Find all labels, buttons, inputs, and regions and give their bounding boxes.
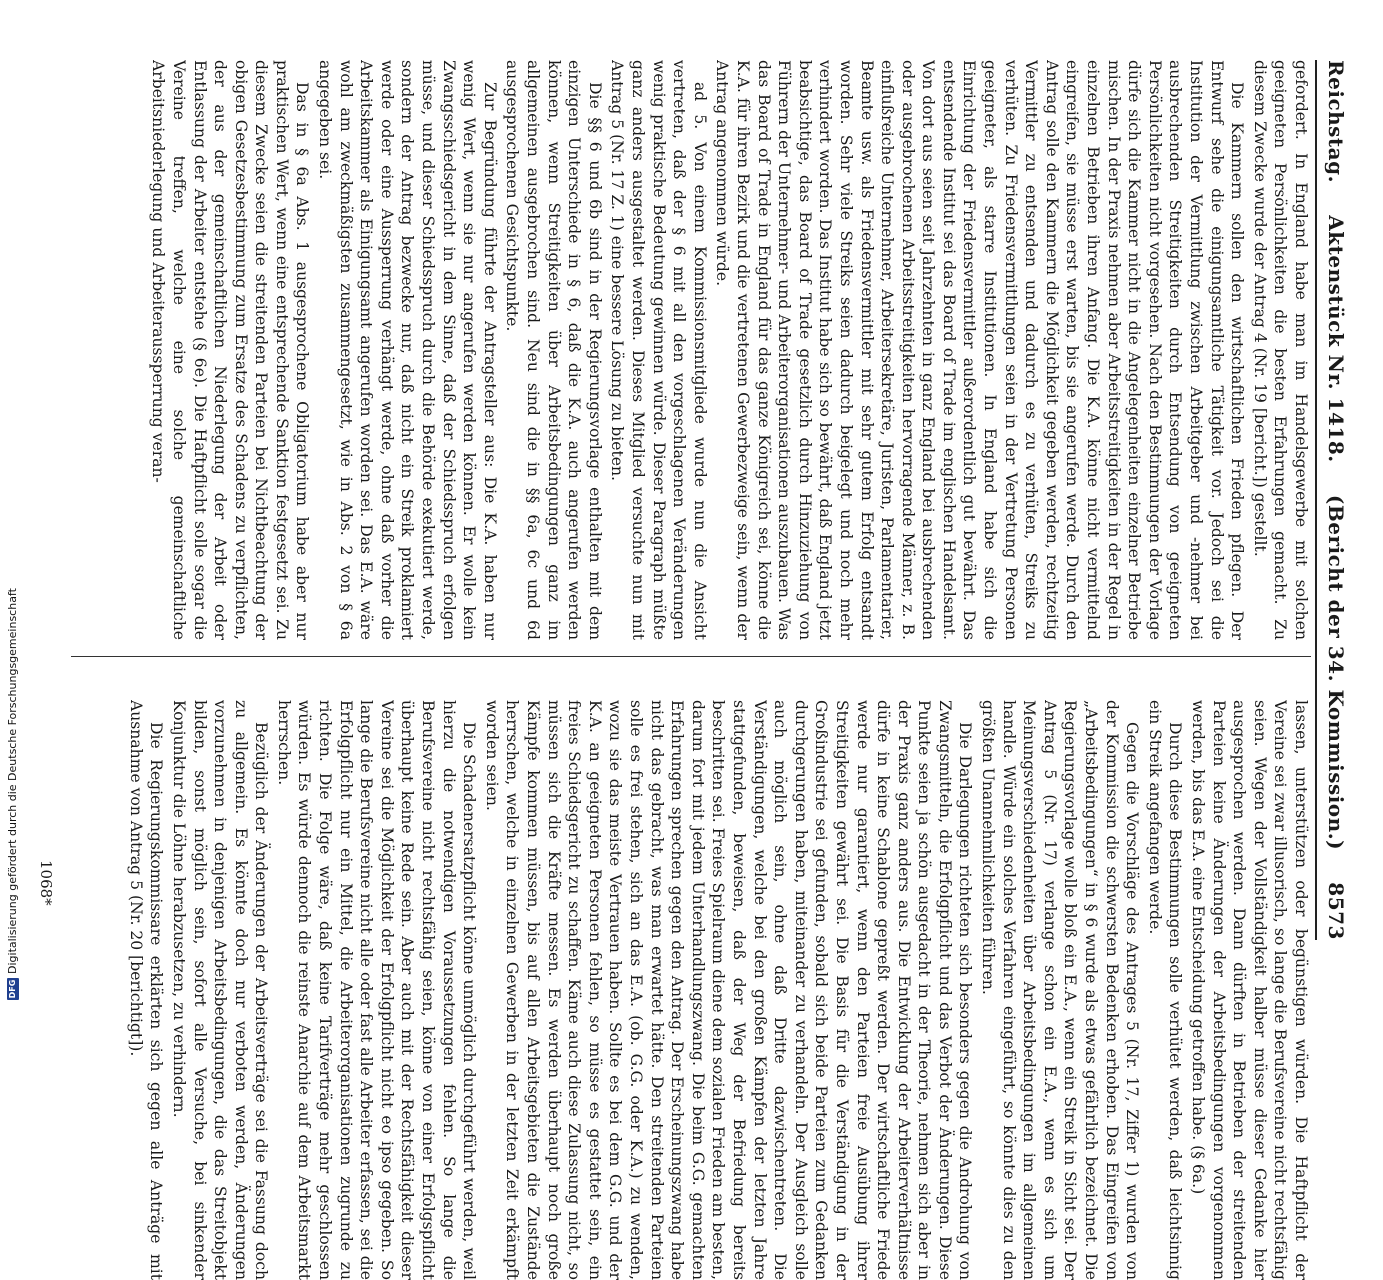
right-column xyxy=(71,700,1311,1280)
header-left: Reichstag. xyxy=(1324,60,1348,184)
paragraph: Bezüglich der Änderungen der Arbeitsverträge sei die Fassung doch zu allgemein. Es könnte doch nur verboten werden, Änderungen vorzunehmen in denjenigen Arbeitsbedingungen, die das Streitobjekt bilden, sonst möglich sein, sofort alle Versuche, bei sinkender Konjunktur die Löhne herabzusetzen, zu verhindern. xyxy=(169,700,271,1280)
header-middle: (Bericht der 34. Kommission.) xyxy=(1324,494,1348,851)
paragraph: Die Darlegungen richteten sich besonders gegen die Androhung von Zwangsmitteln, die Erfolgpflicht und das Verbot der Änderungen. Diese Punkte seien ja schön ausgedacht in der Theorie, nehmen sich aber in der Praxis ganz anders aus. Die Entwicklung der Arbeiterverhältnisse dürfe in keine Schablone gepreßt werden. Der wirtschaftliche Friede werde nur garantiert, wenn den Parteien freie Ausübung ihrer Streitigkeiten gewährt sei. Die Basis für die Verständigung in der Großindustrie sei gefunden, sobald sich beide Parteien zum Gedanken durchgerungen haben, miteinander zu verhandeln. Der Ausgleich solle auch möglich sein, ohne daß Dritte dazwischentreten. Die Verständigungen, welche bei den großen Kämpfen der letzten Jahre stattgefunden, beweisen, daß der Weg der Befriedung bereits beschritten sei. Freies Spielraum diene dem sozialen Frieden am besten, darum fort mit jedem Unterhandlungszwang. Die beim G.G. gemachten Erfahrungen sprechen gegen den Antrag. Der Erscheinungszwang habe nicht das gebracht, was man erwartet hätte. Den streitenden Parteien solle es frei stehen, sich an das E.A. (ob. G.G. oder K.A.) zu wenden, wozu sie das meiste Vertrauen haben. Sollte es bei dem G.G. und der K.A. an geeigneten Personen fehlen, so müsse es gestattet sein, ein freies Schiedsgericht zu schaffen. Käme auch diese Zulassung nicht, so müssen sich die Kräfte messen. Es werden überhaupt noch große Kämpfe kommen müssen, bis auf allen Arbeitsgebieten die Zustände herrschen, welche in einzelnen Gewerben in der letzten Zeit erkämpft worden seien. xyxy=(482,700,975,1280)
paragraph: ad 5. Von einem Kommissionsmitgliede wurde nun die Ansicht vertreten, daß der § 6 mit all den vorgeschlagenen Veränderungen wenig praktische Bedeutung gewinnen würde. Dieser Paragraph müßte ganz anders ausgestaltet werden. Dieses Mitglied versuchte nun mit Antrag 5 (Nr. 17 Z. 1) eine bessere Lösung zu bieten. xyxy=(608,60,709,640)
left-column xyxy=(71,60,1311,640)
credit-text: Digitalisierung gefördert durch die Deutsche Forschungsgemeinschaft xyxy=(6,588,19,974)
header-center: Aktenstück Nr. 1418. xyxy=(1324,215,1348,463)
paragraph: Die §§ 6 und 6b sind in der Regierungsvorlage enthalten mit dem einzigen Unterschiede in § 6, daß die K.A. auch angerufen werden können, wenn Streitigkeiten über Arbeitsbedingungen ganz im allgemeinen ausgebrochen sind. Neu sind die in §§ 6a, 6c und 6d ausgesprochenen Gesichtspunkte. xyxy=(503,60,604,640)
header-page-number: 8573 xyxy=(1324,882,1348,940)
column-divider xyxy=(71,656,1311,657)
paragraph: Die Kammern sollen den wirtschaftlichen Frieden pflegen. Der Entwurf sehe die einigungsamtliche Tätigkeit vor. Jedoch sei die Institution der Vermittlung zwischen Arbeitgeber und -nehmer bei ausbrechenden Streitigkeiten durch Entsendung von geeigneten Persönlichkeiten nicht vorgesehen. Nach den Bestimmungen der Vorlage dürfe sich die Kammer nicht in die Angelegenheiten einzelner Betriebe mischen. In der Praxis nehmen aber Arbeitsstreitigkeiten in der Regel in einzelnen Betrieben ihren Anfang. Die K.A. könne nicht vermittelnd eingreifen, sie müsse erst warten, bis sie angerufen werde. Durch den Antrag solle den Kammern die Möglichkeit gegeben werden, rechtzeitig Vermittler zu entsenden und dadurch es zu verhüten, Streiks zu verhüten. Zu Friedensvermittlungen seien in der Vertretung Personen geeigneter, als starre Institutionen. In England habe sich die Einrichtung der Friedensvermittler außerordentlich gut bewährt. Das entsendende Institut sei das Board of Trade im englischen Handelsamt. Von dort aus seien seit Jahrzehnten in ganz England bei ausbrechenden oder ausgebrochenen Arbeitsstreitigkeiten hervorragende Männer, z. B. einflußreiche Unternehmer, Arbeitersekretäre, Juristen, Parlamentarier, Beamte usw. als Friedensvermittler mit sehr gutem Erfolg entsandt worden. Sehr viele Streiks seien dadurch beigelegt und noch mehr verhindert worden. Das Institut habe sich so bewährt, daß England jetzt beabsichtige, das Board of Trade gesetzlich durch Hinzuziehung von Führern der Unternehmer- und Arbeiterorganisationen auszubauen. Was das Board of Trade in England für das ganze Königreich sei, könne die K.A. für ihren Bezirk und die vertretenen Gewerbezweige sein, wenn der Antrag angenommen würde. xyxy=(713,60,1247,640)
paragraph: Die Regierungskommissare erklärten sich gegen alle Anträge mit Ausnahme von Antrag 5 (Nr. 20 [berichtigt]). xyxy=(126,700,166,1280)
paragraph: Zur Begründung führte der Antragsteller aus: Die K.A. haben nur wenig Wert, wenn sie nur angerufen werden können. Er wolle kein Zwangsschiedsgericht in dem Sinne, daß der Schiedsspruch erfolgen müsse, und dieser Schiedsspruch durch die Behörde exekutiert werde, sondern der Antrag bezwecke nur, daß nicht ein Streik proklamiert werde oder eine Aussperrung verhängt werde, ohne daß vorher die Arbeitskammer als Einigungsamt angerufen worden sei. Das E.A. wäre wohl am zweckmäßigsten zusammengesetzt, wie in Abs. 2 von § 6a angegeben sei. xyxy=(316,60,499,640)
header-rule xyxy=(1315,60,1317,940)
digitization-credit xyxy=(6,240,19,1000)
running-header xyxy=(1319,60,1353,940)
paragraph: lassen, unterstützen oder begünstigen würden. Die Haftpflicht der Vereine sei zwar illusorisch, so lange die Berufsvereine nicht rechtsfähig seien. Wegen der Vollständigkeit halber müsse dieser Gedanke hier ausgesprochen werden. Dann dürften in Betrieben der streitenden Parteien keine Änderungen der Arbeitsbedingungen vorgenommen werden, bis das E.A. eine Entscheidung getroffen habe. (§ 6a.) xyxy=(1189,700,1310,1280)
paragraph: Das in § 6a Abs. 1 ausgesprochene Obligatorium habe aber nur praktischen Wert, wenn eine entsprechende Sanktion festgesetzt sei. Zu diesem Zwecke seien die streitenden Parteien bei Nichtbeachtung der obigen Gesetzesbestimmung zum Ersatze des Schadens zu verpflichten, der aus der gemeinschaftlichen Niederlegung der Arbeit oder Entlassung der Arbeiter entstehe (§ 6e). Die Haftpflicht solle sogar die Vereine treffen, welche eine solche gemeinschaftliche Arbeitsniederlegung und Arbeiteraussperrung veran- xyxy=(149,60,312,640)
dfg-logo-icon: DFG xyxy=(7,979,17,999)
paragraph: Gegen die Vorschläge des Antrages 5 (Nr. 17, Ziffer 1) wurden von der Kommission die schwersten Bedenken erhoben. Das Eingreifen von „Arbeitsbedingungen“ in § 6 wurde als etwas gefährlich bezeichnet. Die Regierungsvorlage wolle bloß ein E.A., wenn ein Streik in Sicht sei. Der Antrag 5 (Nr. 17) verlange schon ein E.A., wenn es sich um Meinungsverschiedenheiten über Arbeitsbedingungen im allgemeinen handle. Würde ein solches Verfahren eingeführt, so könnte dies zu den größten Unannehmlichkeiten führen. xyxy=(979,700,1142,1280)
paragraph: Durch diese Bestimmungen solle verhütet werden, daß leichtsinnig ein Streik angefangen werde. xyxy=(1145,700,1185,1280)
paragraph: Die Schadenersatzpflicht könne unmöglich durchgeführt werden, weil hierzu die notwendigen Voraussetzungen fehlen. So lange die Berufsvereine nicht rechtsfähig seien, könne von einer Erfolgspflicht überhaupt keine Rede sein. Aber auch mit der Rechtsfähigkeit dieser Vereine sei die Möglichkeit der Erfolgpflicht nicht eo ipso gegeben. So lange die Berufsvereine nicht alle oder fast alle Arbeiter erfassen, sei die Erfolgpflicht nur ein Mittel, die Arbeiterorganisationen zugrunde zu richten. Die Folge wäre, daß keine Tarifverträge mehr geschlossen würden. Es würde dennoch die reinste Anarchie auf dem Arbeitsmarkt herrschen. xyxy=(274,700,479,1280)
footer-page-number: 1068* xyxy=(37,860,55,906)
paragraph: gefordert. In England habe man im Handelsgewerbe mit solchen geeigneten Persönlichkeiten die besten Erfahrungen gemacht. Zu diesem Zwecke wurde der Antrag 4 (Nr. 19 [bericht.]) gestellt. xyxy=(1250,60,1310,640)
